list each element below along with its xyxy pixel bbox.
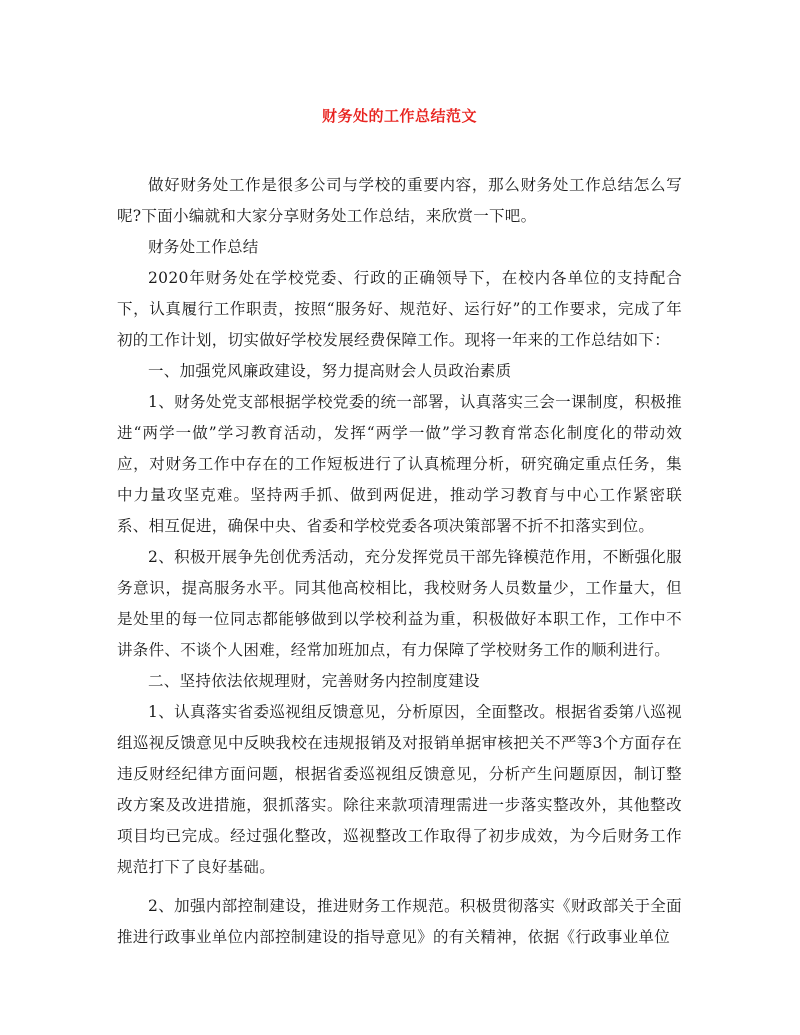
overview-paragraph: 2020年财务处在学校党委、行政的正确领导下，在校内各单位的支持配合下，认真履行工作职责，按照“服务好、规范好、运行好”的工作要求，完成了年初的工作计划，切实做好学校发展经费保障工作。现将一年来的工作总结如下： [117,269,682,349]
document-title: 财务处的工作总结范文 [321,107,477,125]
section-2-item-1: 1、认真落实省委巡视组反馈意见，分析原因，全面整改。根据省委第八巡视组巡视反馈意见中反映我校在违规报销及对报销单据审核把关不严等3个方面存在违反财经纪律方面问题，根据省委巡视组反馈意见，分析产生问题原因，制订整改方案及改进措施，狠抓落实。除往来款项清理需进一步落实整改外，其他整改项目均已完成。经过强化整改，巡视整改工作取得了初步成效，为今后财务工作规范打下了良好基础。 [117,703,682,876]
intro-paragraph: 做好财务处工作是很多公司与学校的重要内容，那么财务处工作总结怎么写呢?下面小编就和大家分享财务处工作总结，来欣赏一下吧。 [117,176,682,225]
section-1-item-1: 1、财务处党支部根据学校党委的统一部署，认真落实三会一课制度，积极推进“两学一做”学习教育活动，发挥“两学一做”学习教育常态化制度化的带动效应，对财务工作中存在的工作短板进行了认真梳理分析，研究确定重点任务，集中力量攻坚克难。坚持两手抓、做到两促进，推动学习教育与中心工作紧密联系、相互促进，确保中央、省委和学校党委各项决策部署不折不扣落实到位。 [117,393,682,535]
subtitle-paragraph: 财务处工作总结 [148,238,259,256]
section-2-item-2: 2、加强内部控制建设，推进财务工作规范。积极贯彻落实《财政部关于全面推进行政事业单位内部控制建设的指导意见》的有关精神，依据《行政事业单位 [117,897,682,946]
section-heading-2: 二、坚持依法依规理财，完善财务内控制度建设 [148,672,480,690]
section-heading-1: 一、加强党风廉政建设，努力提高财会人员政治素质 [148,362,512,380]
section-1-item-2: 2、积极开展争先创优秀活动，充分发挥党员干部先锋模范作用，不断强化服务意识，提高服务水平。同其他高校相比，我校财务人员数量少，工作量大，但是处里的每一位同志都能够做到以学校利益为重，积极做好本职工作，工作中不讲条件、不谈个人困难，经常加班加点，有力保障了学校财务工作的顺利进行。 [117,548,682,659]
